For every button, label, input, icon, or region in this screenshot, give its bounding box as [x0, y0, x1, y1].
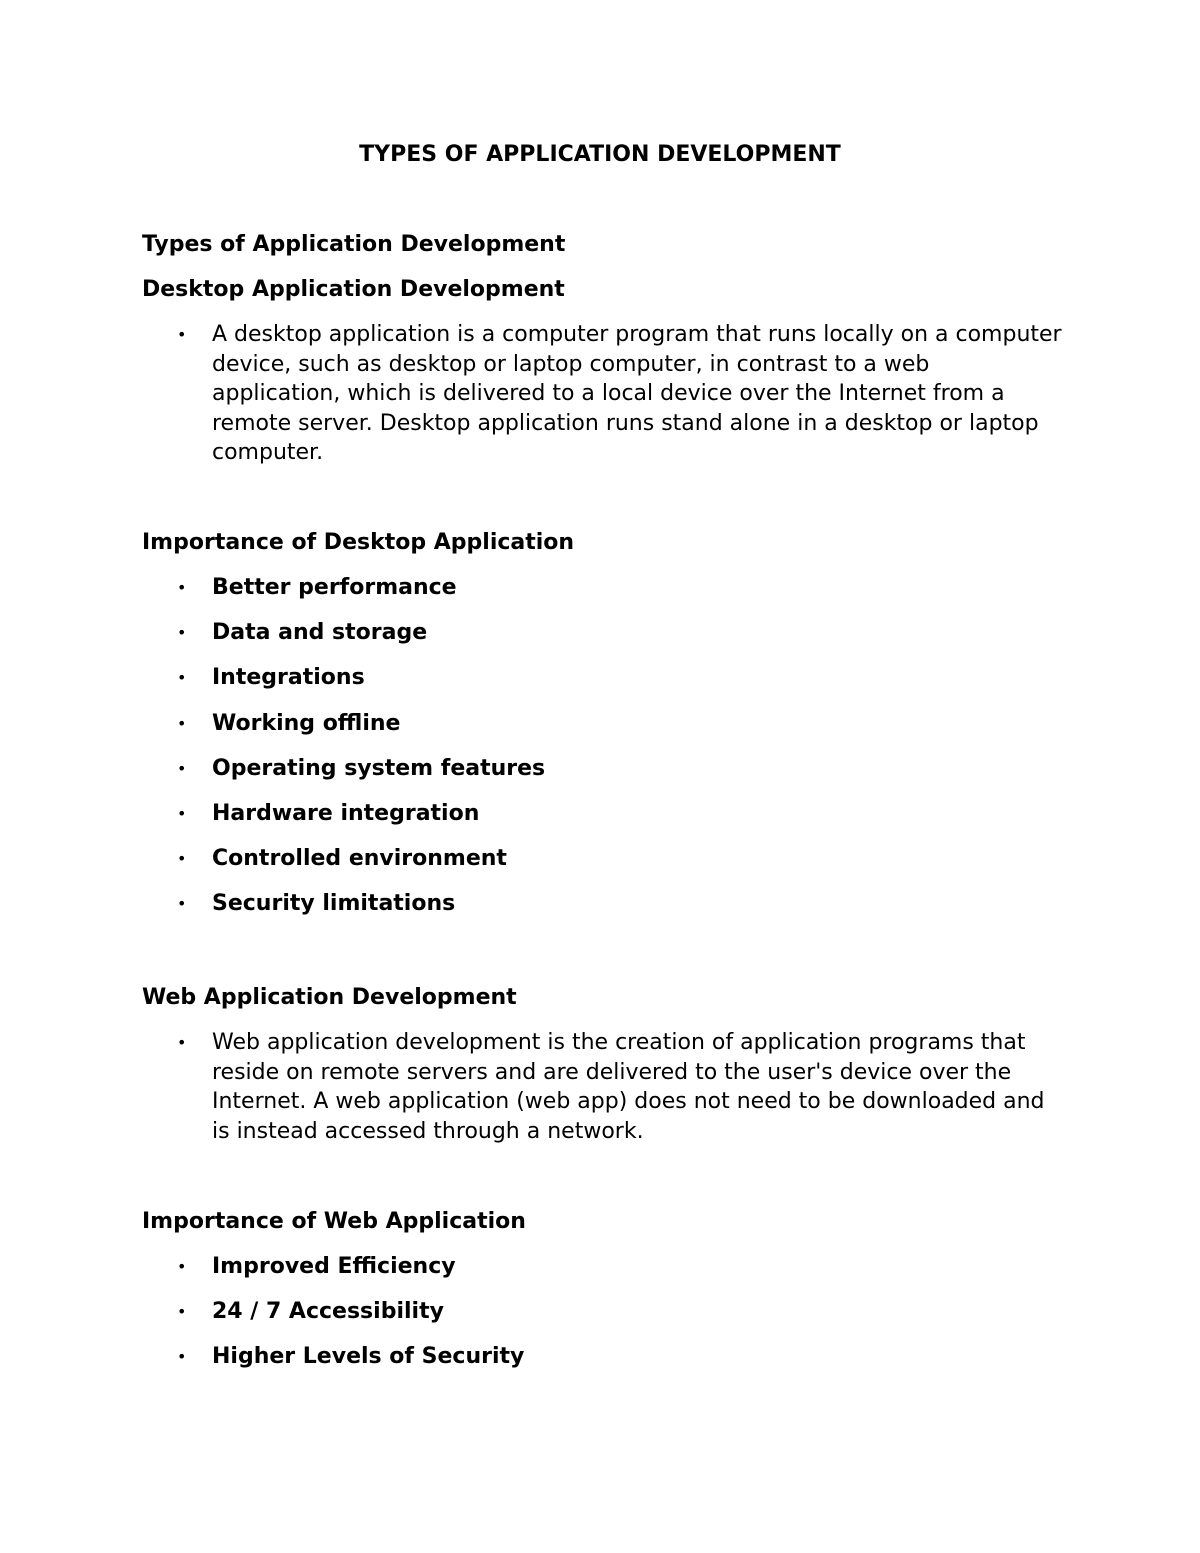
- list-item: • Working offline: [142, 709, 1062, 738]
- list-item: • Controlled environment: [142, 844, 1062, 873]
- desktop-importance-heading: Importance of Desktop Application: [142, 530, 575, 555]
- list-item: • Data and storage: [142, 618, 1062, 647]
- desktop-development-heading: Desktop Application Development: [142, 277, 565, 302]
- list-item: • Operating system features: [142, 754, 1062, 783]
- list-item: • Improved Efficiency: [142, 1252, 1062, 1281]
- desktop-description-item: • A desktop application is a computer program that runs locally on a computer device, such as desktop or laptop computer, in contrast to a web application, which is delivered to a local device over the Internet from a remote server. Desktop application runs stand alone in a desktop or laptop computer.: [142, 320, 1062, 468]
- web-importance-heading: Importance of Web Application: [142, 1209, 526, 1234]
- web-description-list: [142, 1028, 1062, 1146]
- list-item: • Higher Levels of Security: [142, 1342, 1062, 1371]
- list-item: • 24 / 7 Accessibility: [142, 1297, 1062, 1326]
- web-development-heading: Web Application Development: [142, 985, 517, 1010]
- web-importance-list: [142, 1252, 1062, 1388]
- list-item: • Integrations: [142, 663, 1062, 692]
- list-item: • Better performance: [142, 573, 1062, 602]
- desktop-description-list: [142, 320, 1062, 468]
- list-item: • Hardware integration: [142, 799, 1062, 828]
- web-description-item: • Web application development is the creation of application programs that reside on remote servers and are delivered to the user's device over the Internet. A web application (web app) does not need to be downloaded and is instead accessed through a network.: [142, 1028, 1062, 1146]
- document-title: TYPES OF APPLICATION DEVELOPMENT: [359, 142, 841, 167]
- list-item: • Security limitations: [142, 889, 1062, 918]
- desktop-importance-list: [142, 573, 1062, 935]
- types-heading: Types of Application Development: [142, 232, 566, 257]
